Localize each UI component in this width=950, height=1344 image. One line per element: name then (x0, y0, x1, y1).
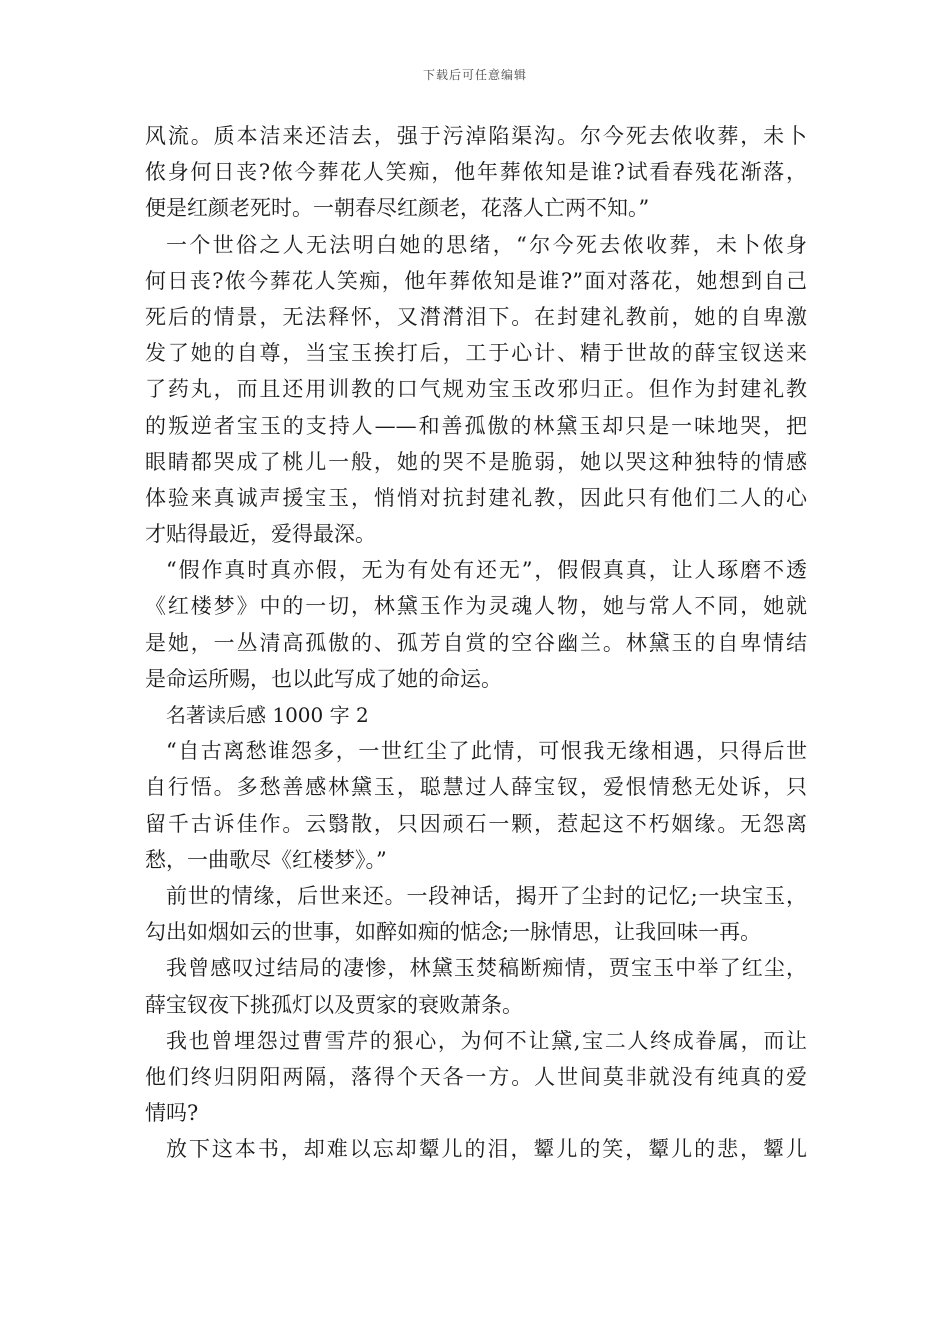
text-line: 了药丸，而且还用训教的口气规劝宝玉改邪归正。但作为封建礼教 (145, 377, 807, 402)
text-line: 何日丧?侬今葬花人笑痴，他年葬侬知是谁?”面对落花，她想到自己 (145, 268, 807, 293)
text-line: 自行悟。多愁善感林黛玉，聪慧过人薛宝钗，爱恨情愁无处诉，只 (145, 775, 807, 800)
text-line: 是她，一丛清高孤傲的、孤芳自赏的空谷幽兰。林黛玉的自卑情结 (145, 630, 807, 655)
text-line: 眼睛都哭成了桃儿一般，她的哭不是脆弱，她以哭这种独特的情感 (145, 449, 807, 474)
text-line: “假作真时真亦假，无为有处有还无”，假假真真，让人琢磨不透 (166, 558, 807, 583)
text-line: 勾出如烟如云的世事，如醉如痴的惦念;一脉情思，让我回味一再。 (145, 920, 762, 945)
text-line: 愁，一曲歌尽《红楼梦》。” (145, 847, 387, 872)
text-line: 的叛逆者宝玉的支持人——和善孤傲的林黛玉却只是一味地哭，把 (145, 413, 807, 438)
text-line: 前世的情缘，后世来还。一段神话，揭开了尘封的记忆;一块宝玉， (166, 883, 807, 908)
text-line: 便是红颜老死时。一朝春尽红颜老，花落人亡两不知。” (145, 196, 650, 221)
text-line: “自古离愁谁怨多，一世红尘了此情，可恨我无缘相遇，只得后世 (166, 739, 807, 764)
text-line: 体验来真诚声援宝玉，悄悄对抗封建礼教，因此只有他们二人的心 (145, 485, 807, 510)
text-line: 风流。质本洁来还洁去，强于污淖陷渠沟。尔今死去侬收葬，未卜 (145, 124, 807, 148)
section-heading: 名著读后感 1000 字 2 (166, 703, 369, 727)
text-line: 放下这本书，却难以忘却颦儿的泪，颦儿的笑，颦儿的悲，颦儿 (166, 1137, 807, 1162)
document-body (145, 118, 807, 1167)
text-line: 发了她的自尊，当宝玉挨打后，工于心计、精于世故的薛宝钗送来 (145, 341, 807, 366)
text-line: 是命运所赐，也以此写成了她的命运。 (145, 666, 502, 691)
text-line: 才贴得最近，爱得最深。 (145, 522, 376, 547)
text-line: 我也曾埋怨过曹雪芹的狠心，为何不让黛,宝二人终成眷属，而让 (166, 1028, 807, 1053)
text-line: 薛宝钗夜下挑孤灯以及贾家的衰败萧条。 (145, 992, 523, 1017)
text-line: 我曾感叹过结局的凄惨，林黛玉焚稿断痴情，贾宝玉中举了红尘， (166, 956, 807, 981)
text-line: 《红楼梦》中的一切，林黛玉作为灵魂人物，她与常人不同，她就 (145, 594, 807, 619)
text-line: 侬身何日丧?侬今葬花人笑痴，他年葬侬知是谁?试看春残花渐落， (145, 160, 807, 185)
text-line: 一个世俗之人无法明白她的思绪，“尔今死去侬收葬，未卜侬身 (166, 232, 807, 257)
page-header: 下载后可任意编辑 (422, 68, 527, 82)
text-line: 死后的情景，无法释怀，又潸潸泪下。在封建礼教前，她的自卑激 (145, 304, 807, 329)
text-line: 情吗? (145, 1101, 199, 1126)
text-line: 他们终归阴阳两隔，落得个天各一方。人世间莫非就没有纯真的爱 (145, 1064, 807, 1089)
text-line: 留千古诉佳作。云翳散，只因顽石一颗，惹起这不朽姻缘。无怨离 (145, 811, 807, 836)
